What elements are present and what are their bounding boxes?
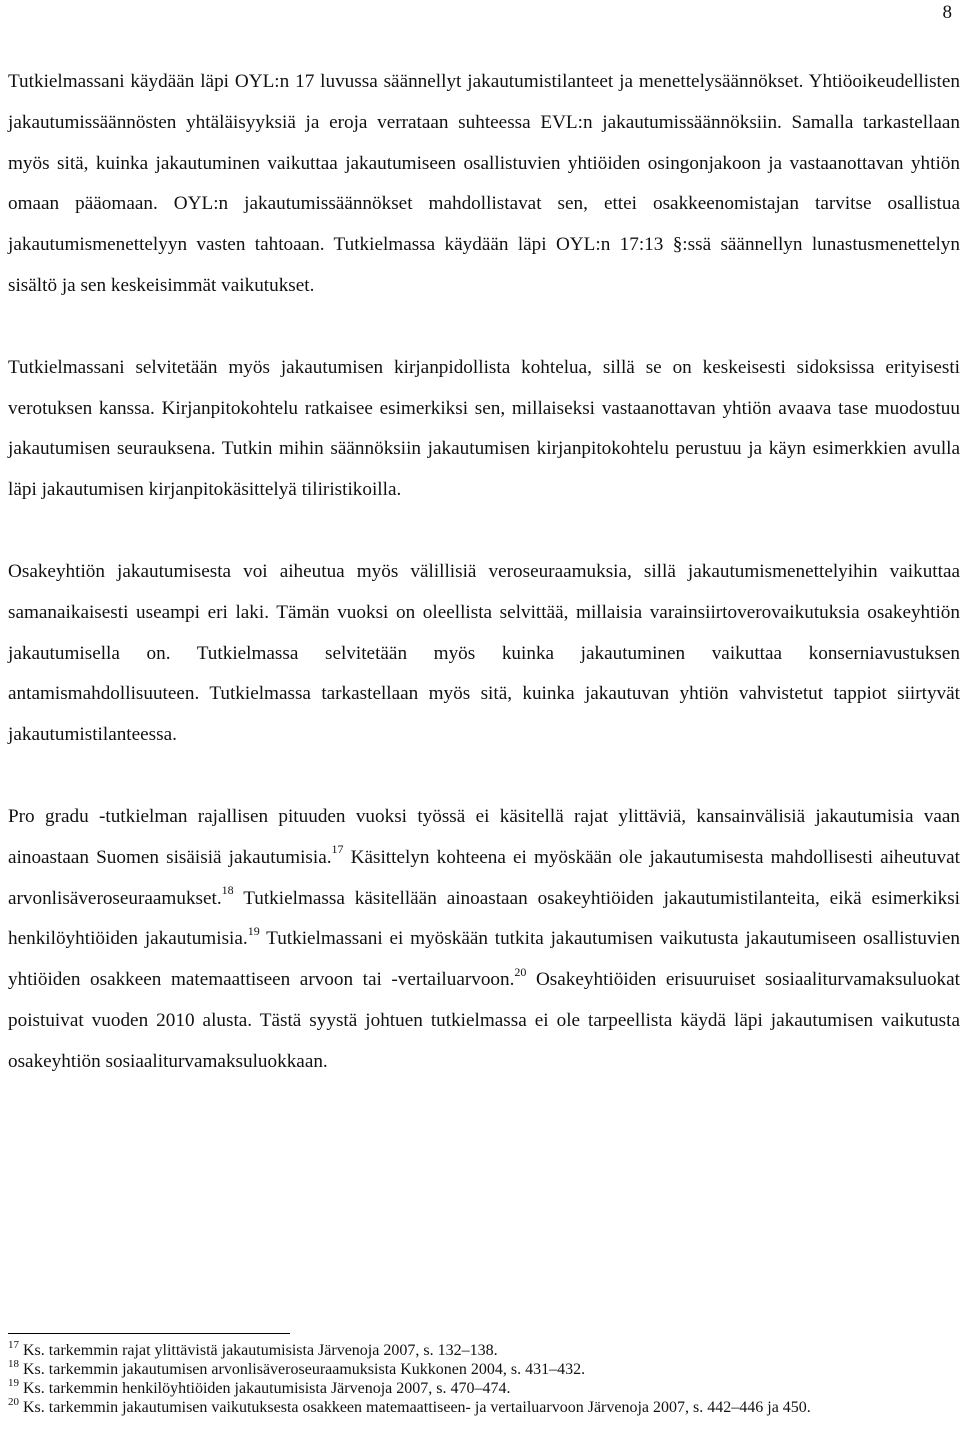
footnote-18 [8, 1357, 958, 1379]
paragraph-4-part-2: Käsittelyn kohteena ei myöskään ole jakautumisesta mahdollisesti aiheutuvat arvonlisäveroseuraamukset. [8, 846, 960, 909]
footnote-19 [8, 1376, 958, 1398]
footnote-number: 19 [8, 1376, 19, 1389]
footnote-ref-17: 17 [331, 842, 344, 857]
footnote-number: 18 [8, 1357, 19, 1370]
footnote-ref-18: 18 [221, 883, 234, 898]
paragraph-4-part-4: Tutkielmassani ei myöskään tutkita jakautumisen vaikutusta jakautumiseen osallistuvien yhtiöiden osakkeen matemaattiseen arvoon tai -vertailuarvoon. [8, 928, 960, 991]
paragraph-4 [8, 797, 960, 1083]
page-number: 8 [942, 2, 952, 23]
footnote-17 [8, 1338, 958, 1360]
footnote-number: 20 [8, 1395, 19, 1408]
paragraph-4-part-3: Tutkielmassa käsitellään ainoastaan osakeyhtiöiden jakautumistilanteita, eikä esimerkiksi henkilöyhtiöiden jakautumisia. [8, 887, 960, 950]
footnote-number: 17 [8, 1338, 19, 1351]
footnote-ref-19: 19 [247, 923, 260, 938]
footnote-text: Ks. tarkemmin rajat ylittävistä jakautumisista Järvenoja 2007, s. 132–138. [19, 1342, 498, 1359]
paragraph-3: Osakeyhtiön jakautumisesta voi aiheutua myös välillisiä veroseuraamuksia, sillä jakautumismenettelyihin vaikuttaa samanaikaisesti useampi eri laki. Tämän vuoksi on oleellista selvittää, millaisia varainsiirtoverovaikutuksia osakeyhtiön jakautumisella on. Tutkielmassa selvitetään myös kuinka jakautuminen vaikuttaa konserniavustuksen antamismahdollisuuteen. Tutkielmassa tarkastellaan myös sitä, kuinka jakautuvan yhtiön vahvistetut tappiot siirtyvät jakautumistilanteessa. [8, 560, 960, 746]
footnote-text: Ks. tarkemmin jakautumisen arvonlisäveroseuraamuksista Kukkonen 2004, s. 431–432. [19, 1361, 586, 1378]
footnote-ref-20: 20 [514, 964, 527, 979]
footnote-separator [8, 1333, 290, 1334]
body-text [8, 62, 960, 1124]
paragraph-4-part-5: Osakeyhtiöiden erisuuruiset sosiaaliturvamaksuluokat poistuivat vuoden 2010 alusta. Tästä syystä johtuen tutkielmassa ei ole tarpeellista käydä läpi jakautumisen vaikutusta osakeyhtiön sosiaaliturvamaksuluokkaan. [8, 969, 960, 1072]
footnote-text: Ks. tarkemmin jakautumisen vaikutuksesta osakkeen matemaattiseen- ja vertailuarvoon Järvenoja 2007, s. 442–446 ja 450. [19, 1399, 811, 1416]
footnotes [8, 1338, 958, 1417]
paragraph-1: Tutkielmassani käydään läpi OYL:n 17 luvussa säännellyt jakautumistilanteet ja menettelysäännökset. Yhtiöoikeudellisten jakautumissäännösten yhtäläisyyksiä ja eroja verrataan suhteessa EVL:n jakautumissäännöksiin. Samalla tarkastellaan myös sitä, kuinka jakautuminen vaikuttaa jakautumiseen osallistuvien yhtiöiden osingonjakoon ja vastaanottavan yhtiön omaan pääomaan. OYL:n jakautumissäännökset mahdollistavat sen, ettei osakkeenomistajan tarvitse osallistua jakautumismenettelyyn vasten tahtoaan. Tutkielmassa käydään läpi OYL:n 17:13 §:ssä säännellyn lunastusmenettelyn sisältö ja sen keskeisimmät vaikutukset. [8, 71, 960, 296]
paragraph-2: Tutkielmassani selvitetään myös jakautumisen kirjanpidollista kohtelua, sillä se on keskeisesti sidoksissa erityisesti verotuksen kanssa. Kirjanpitokohtelu ratkaisee esimerkiksi sen, millaiseksi vastaanottavan yhtiön avaava tase muodostuu jakautumisen seurauksena. Tutkin mihin säännöksiin jakautumisen kirjanpitokohtelu perustuu ja käyn esimerkkien avulla läpi jakautumisen kirjanpitokäsittelyä tiliristikoilla. [8, 356, 960, 501]
footnote-20 [8, 1395, 958, 1417]
footnote-text: Ks. tarkemmin henkilöyhtiöiden jakautumisista Järvenoja 2007, s. 470–474. [19, 1380, 511, 1397]
paragraph-4-part-1: Pro gradu -tutkielman rajallisen pituuden vuoksi työssä ei käsitellä rajat ylittäviä, kansainvälisiä jakautumisia vaan ainoastaan Suomen sisäisiä jakautumisia. [8, 805, 960, 868]
